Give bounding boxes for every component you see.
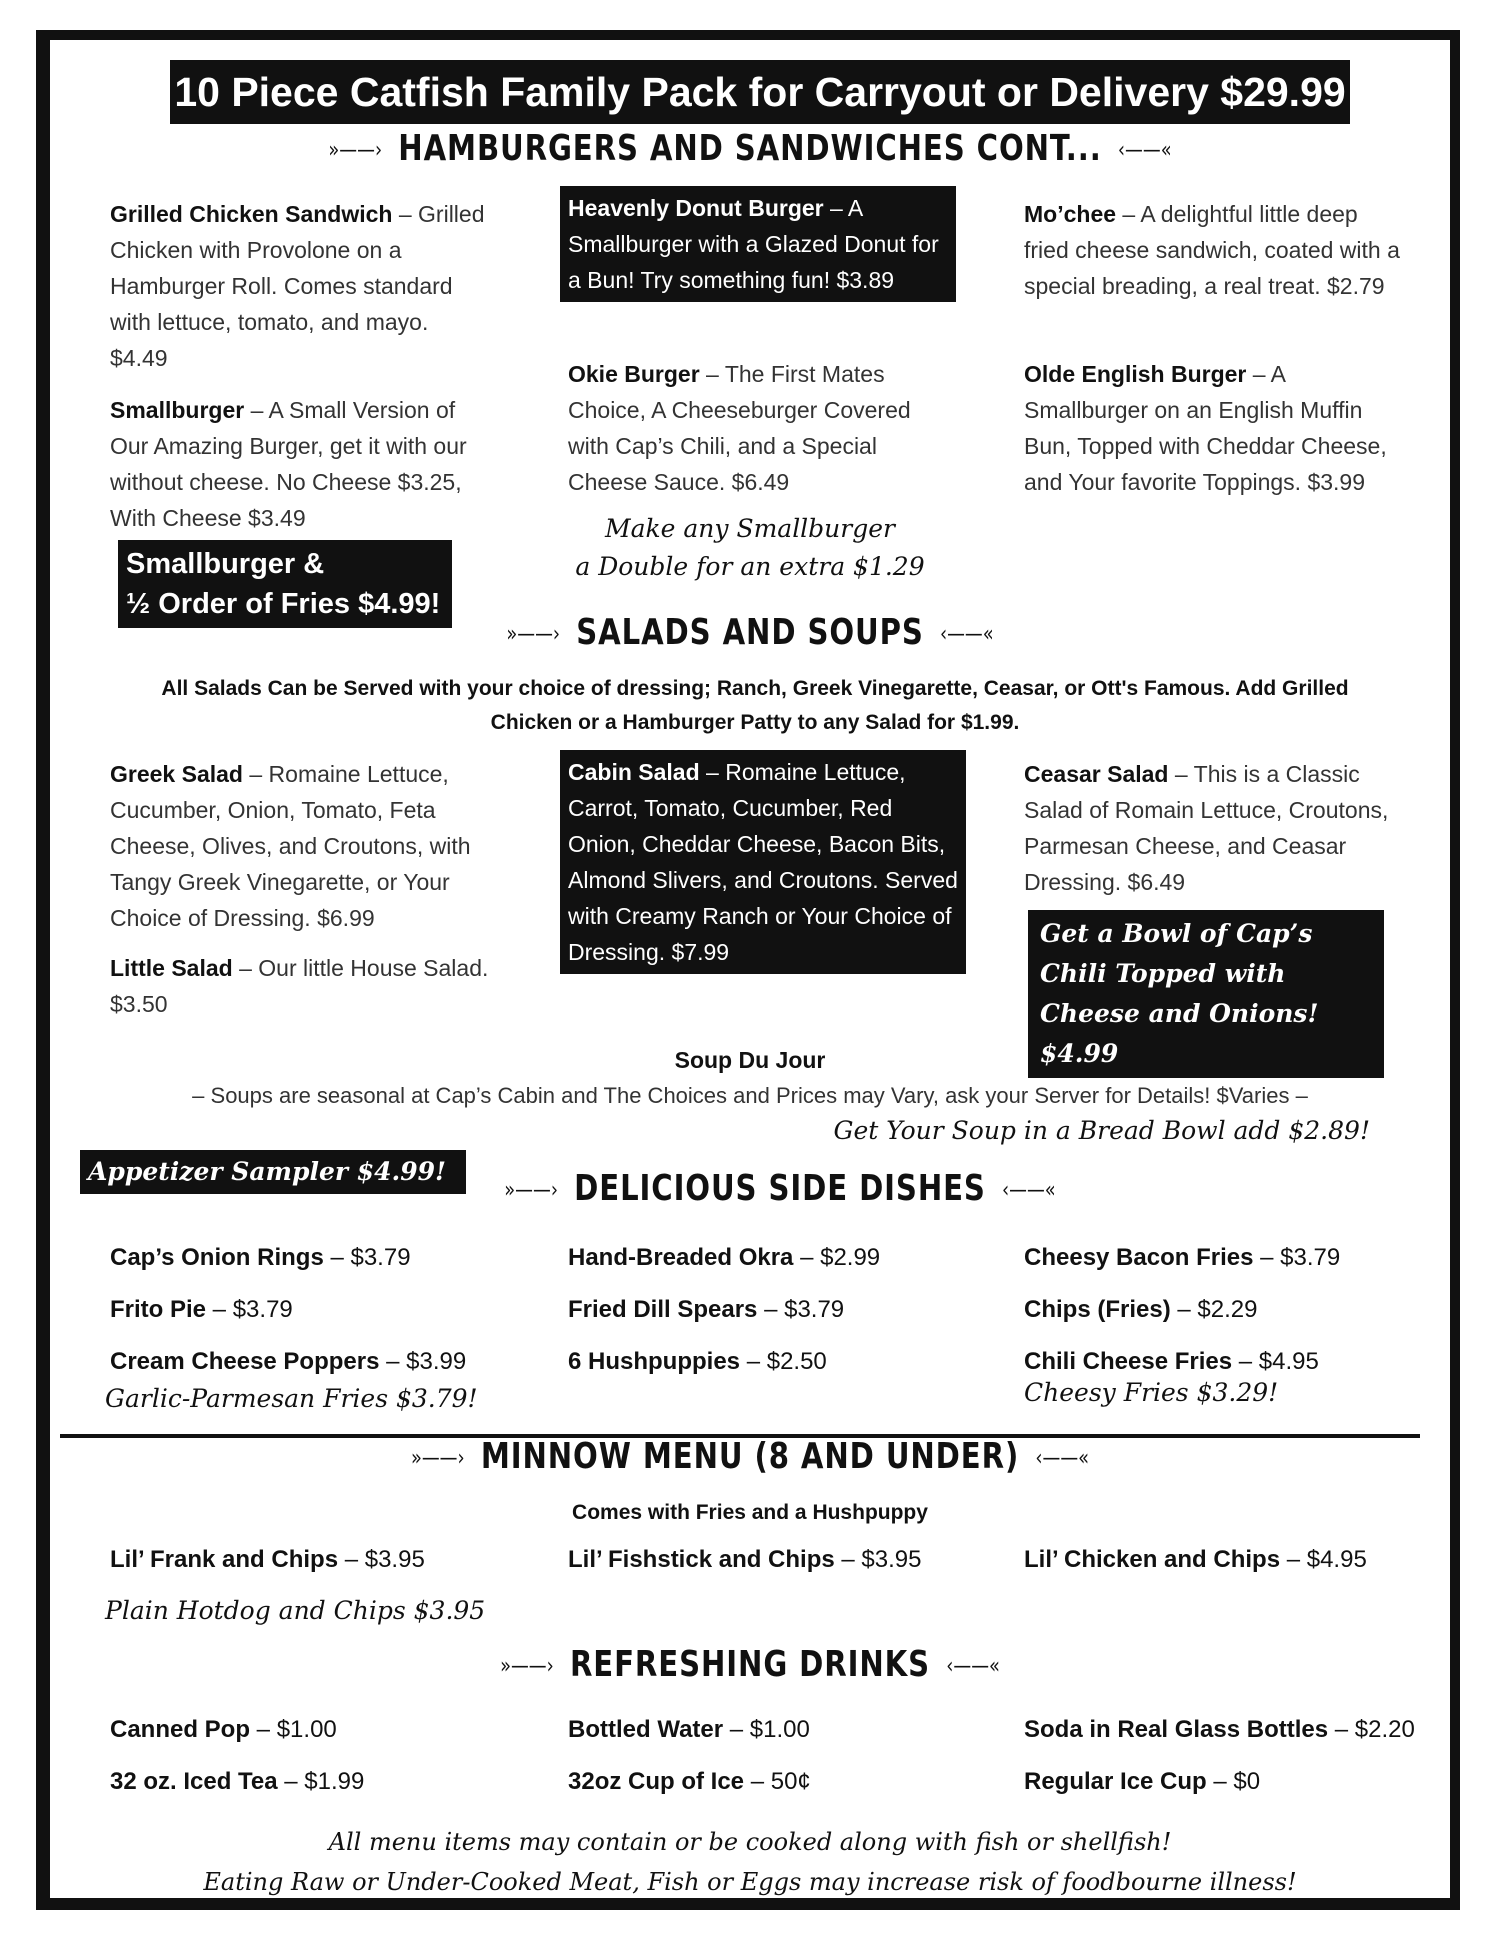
garlic-parmesan-fries-note: Garlic-Parmesan Fries $3.79! [105,1384,478,1413]
footer-line-1: All menu items may contain or be cooked along with fish or shellfish! [328,1828,1172,1856]
soup-du-jour-title: Soup Du Jour [674,1047,826,1073]
menu-item-cabin-salad: Cabin Salad – Romaine Lettuce, Carrot, Tomato, Cucumber, Red Onion, Cheddar Cheese, Bacon Bits, Almond Slivers, and Croutons. Served with Creamy Ranch or Your Choice of Dressing. $7.99 [560,750,966,974]
arrow-left-icon: ‹——« [946,1653,1000,1679]
sides-column-3 [1024,1232,1424,1388]
minnow-item-chicken: Lil’ Chicken and Chips – $4.95 [1024,1546,1367,1573]
side-item: 6 Hushpuppies – $2.50 [568,1348,827,1375]
arrow-right-icon: »——› [500,1653,554,1679]
section-hamburgers-heading: »——› HAMBURGERS AND SANDWICHES CONT... ‹——« [328,128,1172,169]
sides-column-1 [110,1232,510,1388]
drink-item: 32 oz. Iced Tea – $1.99 [110,1768,365,1795]
footer-line-2: Eating Raw or Under-Cooked Meat, Fish or Eggs may increase risk of foodbourne illness! [203,1868,1297,1896]
arrow-right-icon: »——› [504,1177,558,1203]
menu-item-heavenly-donut: Heavenly Donut Burger – A Smallburger with a Glazed Donut for a Bun! Try something fun! $3.89 [560,186,956,302]
salad-dressing-note: All Salads Can be Served with your choice of dressing; Ranch, Greek Vinegarette, Ceasar, or Ott's Famous. Add Grilled Chicken or a Hamburger Patty to any Salad for $1.99. [161,677,1349,734]
drink-item: Regular Ice Cup – $0 [1024,1768,1261,1795]
arrow-right-icon: »——› [506,621,561,647]
arrow-left-icon: ‹——« [939,621,994,647]
double-burger-note: Make any Smallburger a Double for an extra $1.29 [575,514,925,581]
side-item: Cap’s Onion Rings – $3.79 [110,1244,411,1271]
drink-item: Canned Pop – $1.00 [110,1716,337,1743]
side-item: Cheesy Bacon Fries – $3.79 [1024,1244,1341,1271]
arrow-left-icon: ‹——« [1002,1177,1056,1203]
arrow-left-icon: ‹——« [1117,137,1172,163]
side-item: Hand-Breaded Okra – $2.99 [568,1244,881,1271]
footer-disclaimer [100,1822,1400,1902]
section-drinks-heading: »——› REFRESHING DRINKS ‹——« [500,1644,1000,1685]
minnow-note: Comes with Fries and a Hushpuppy [572,1501,928,1524]
drinks-column-1 [110,1704,530,1808]
sides-column-2 [568,1232,968,1388]
side-item: Fried Dill Spears – $3.79 [568,1296,845,1323]
side-item: Frito Pie – $3.79 [110,1296,293,1323]
section-sides-heading: »——› DELICIOUS SIDE DISHES ‹——« [504,1168,1056,1209]
menu-item-mochee: Mo’chee – A delightful little deep fried cheese sandwich, coated with a special breading, a real treat. $2.79 [1024,201,1400,299]
drink-item: Soda in Real Glass Bottles – $2.20 [1024,1716,1415,1743]
drink-item: 32oz Cup of Ice – 50¢ [568,1768,811,1795]
menu-item-little-salad: Little Salad – Our little House Salad. $3.50 [110,955,489,1017]
arrow-right-icon: »——› [410,1445,465,1471]
drinks-column-2 [568,1704,988,1808]
section-minnow-heading: »——› MINNOW MENU (8 AND UNDER) ‹——« [410,1436,1090,1477]
side-item: Chili Cheese Fries – $4.95 [1024,1348,1319,1375]
drinks-column-3 [1024,1704,1444,1808]
menu-item-grilled-chicken: Grilled Chicken Sandwich – Grilled Chicken with Provolone on a Hamburger Roll. Comes standard with lettuce, tomato, and mayo. $4.49 [110,201,485,371]
minnow-item-fishstick: Lil’ Fishstick and Chips – $3.95 [568,1546,922,1573]
minnow-item-frank: Lil’ Frank and Chips – $3.95 [110,1546,425,1573]
cheesy-fries-note: Cheesy Fries $3.29! [1024,1378,1279,1407]
soup-description: – Soups are seasonal at Cap’s Cabin and The Choices and Prices may Vary, ask your Server for Details! $Varies – [192,1083,1308,1108]
arrow-left-icon: ‹——« [1035,1445,1090,1471]
menu-item-olde-english: Olde English Burger – A Smallburger on an English Muffin Bun, Topped with Cheddar Cheese, and Your favorite Toppings. $3.99 [1024,361,1387,495]
side-item: Cream Cheese Poppers – $3.99 [110,1348,467,1375]
plain-hotdog-note: Plain Hotdog and Chips $3.95 [105,1596,486,1625]
side-item: Chips (Fries) – $2.29 [1024,1296,1258,1323]
menu-item-ceasar-salad: Ceasar Salad – This is a Classic Salad of Romain Lettuce, Croutons, Parmesan Cheese, and Ceasar Dressing. $6.49 [1024,761,1389,895]
menu-item-okie-burger: Okie Burger – The First Mates Choice, A Cheeseburger Covered with Cap’s Chili, and a Special Cheese Sauce. $6.49 [568,361,911,495]
appetizer-sampler-promo: Appetizer Sampler $4.99! [80,1150,466,1194]
section-salads-heading: »——› SALADS AND SOUPS ‹——« [506,612,994,653]
arrow-right-icon: »——› [328,137,383,163]
drink-item: Bottled Water – $1.00 [568,1716,810,1743]
family-pack-banner: 10 Piece Catfish Family Pack for Carryout or Delivery $29.99 [170,60,1350,124]
menu-item-greek-salad: Greek Salad – Romaine Lettuce, Cucumber, Onion, Tomato, Feta Cheese, Olives, and Croutons, with Tangy Greek Vinegarette, or Your Choice of Dressing. $6.99 [110,761,471,931]
bread-bowl-note: Get Your Soup in a Bread Bowl add $2.89! [833,1116,1370,1145]
menu-item-smallburger: Smallburger – A Small Version of Our Amazing Burger, get it with our without cheese. No Cheese $3.25, With Cheese $3.49 [110,397,467,531]
smallburger-fries-promo: Smallburger & ½ Order of Fries $4.99! [118,540,452,628]
chili-bowl-promo: Get a Bowl of Cap’s Chili Topped with Cheese and Onions! $4.99 [1028,910,1384,1078]
